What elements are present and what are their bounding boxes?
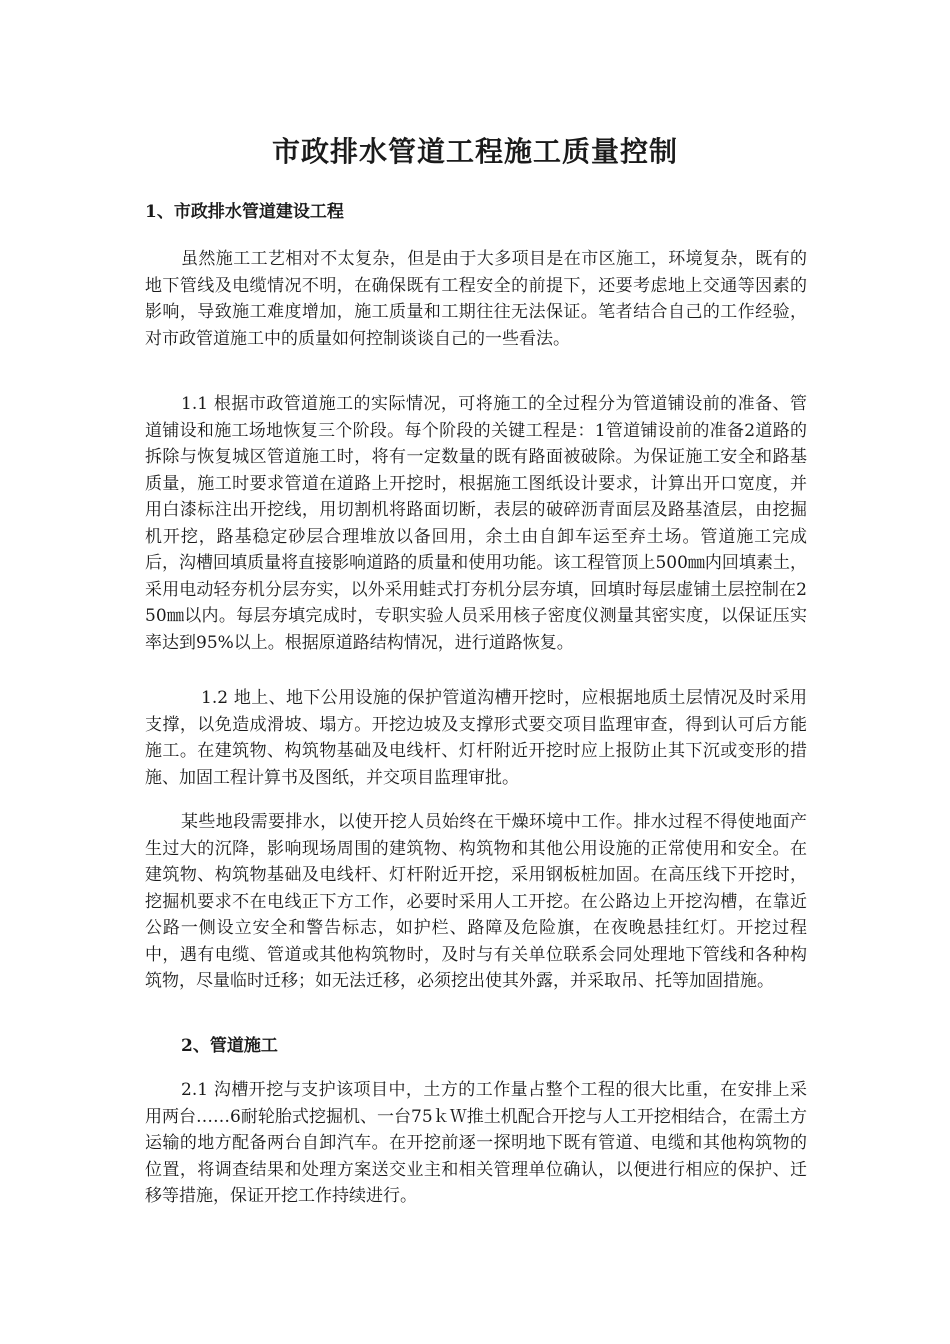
- section-2-heading: 2、管道施工: [181, 1036, 278, 1056]
- paragraph-1-2: 1.2 地上、地下公用设施的保护管道沟槽开挖时，应根据地质土层情况及时采用支撑，以免造成滑坡、塌方。开挖边坡及支撑形式要交项目监理审查，得到认可后方能施工。在建筑物、构筑物基础及电线杆、灯杆附近开挖时应上报防止其下沉或变形的措施、加固工程计算书及图纸，并交项目监理审批。: [145, 688, 807, 788]
- section-1-intro-paragraph: 虽然施工工艺相对不太复杂，但是由于大多项目是在市区施工，环境复杂，既有的地下管线及电缆情况不明，在确保既有工程安全的前提下，还要考虑地上交通等因素的影响，导致施工难度增加，施工质量和工期往往无法保证。笔者结合自己的工作经验，对市政管道施工中的质量如何控制谈谈自己的一些看法。: [145, 249, 807, 349]
- paragraph-drainage: 某些地段需要排水，以使开挖人员始终在干燥环境中工作。排水过程不得使地面产生过大的沉降，影响现场周围的建筑物、构筑物和其他公用设施的正常使用和安全。在建筑物、构筑物基础及电线杆、灯杆附近开挖，采用钢板桩加固。在高压线下开挖时，挖掘机要求不在电线正下方工作，必要时采用人工开挖。在公路边上开挖沟槽，在靠近公路一侧设立安全和警告标志，如护栏、路障及危险旗，在夜晚悬挂红灯。开挖过程中，遇有电缆、管道或其他构筑物时，及时与有关单位联系会同处理地下管线和各种构筑物，尽量临时迁移；如无法迁移，必须挖出使其外露，并采取吊、托等加固措施。: [145, 812, 807, 991]
- document-title: 市政排水管道工程施工质量控制: [271, 135, 678, 168]
- paragraph-2-1: 2.1 沟槽开挖与支护该项目中，土方的工作量占整个工程的很大比重，在安排上采用两台……6耐轮胎式挖掘机、一台75ｋＷ推土机配合开挖与人工开挖相结合，在需土方运输的地方配备两台自卸汽车。在开挖前逐一探明地下既有管道、电缆和其他构筑物的位置，将调查结果和处理方案送交业主和相关管理单位确认，以便进行相应的保护、迁移等措施，保证开挖工作持续进行。: [145, 1080, 807, 1206]
- section-1-heading: 1、市政排水管道建设工程: [145, 202, 344, 222]
- paragraph-1-1: 1.1 根据市政管道施工的实际情况，可将施工的全过程分为管道铺设前的准备、管道铺设和施工场地恢复三个阶段。每个阶段的关键工程是：1管道铺设前的准备2道路的拆除与恢复城区管道施工时，将有一定数量的既有路面被破除。为保证施工安全和路基质量，施工时要求管道在道路上开挖时，根据施工图纸设计要求，计算出开口宽度，并用白漆标注出开挖线，用切割机将路面切断，表层的破碎沥青面层及路基渣层，由挖掘机开挖，路基稳定砂层合理堆放以备回用，余土由自卸车运至弃土场。管道施工完成后，沟槽回填质量将直接影响道路的质量和使用功能。该工程管顶上500㎜内回填素土，采用电动轻夯机分层夯实，以外采用蛙式打夯机分层夯填，回填时每层虚铺土层控制在250㎜以内。每层夯填完成时，专职实验人员采用核子密度仪测量其密实度，以保证压实率达到95%以上。根据原道路结构情况，进行道路恢复。: [145, 394, 807, 653]
